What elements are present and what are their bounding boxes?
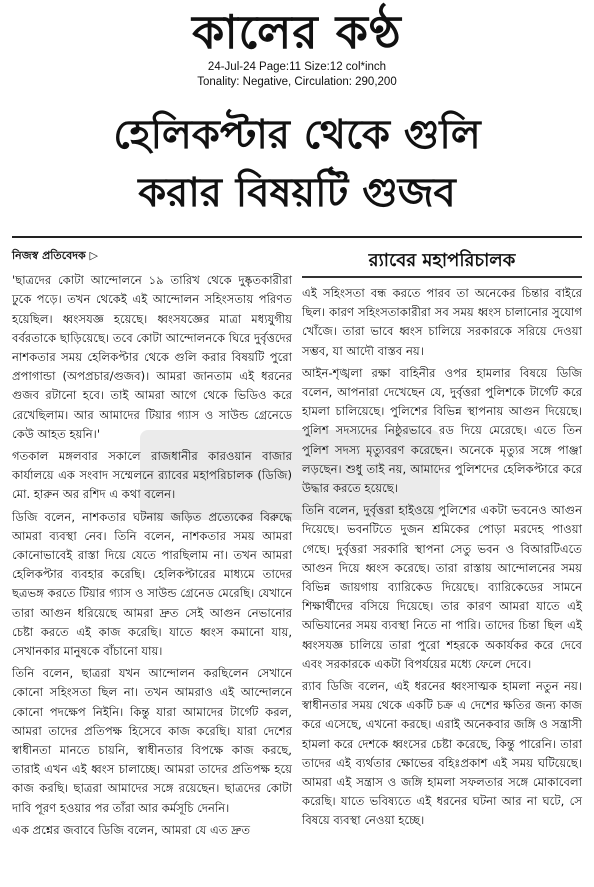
paragraph: র‍্যাব ডিজি বলেন, এই ধরনের ধ্বংসাত্মক হামলা নতুন নয়। স্বাধীনতার সময় থেকে একটি চক্র এ দেশের ক্ষতির জন্য কাজ করে এসেছে, এখনো করছে। এরাই অনেকবার জঙ্গি ও সন্ত্রাসী হামলা করে দেশকে ধ্বংসের চেষ্টা করেছে, কিন্তু পারেনি। তারা তাদের এই ব্যর্থতার ক্ষোভের বহিঃপ্রকাশ এই সময় ঘটিয়েছে। আমরা এই সন্ত্রাস ও জঙ্গি হামলা সফলতার সঙ্গে মোকাবেলা করেছি। যাতে ভবিষ্যতে এই ধরনের ঘটনা আর না ঘটে, সে বিষয়ে ব্যবস্থা নেওয়া হচ্ছে। bbox=[302, 679, 582, 828]
masthead bbox=[12, 0, 582, 60]
article-body bbox=[12, 244, 582, 843]
paragraph: এক প্রশ্নের জবাবে ডিজি বলেন, আমরা যে এত দ্রুত bbox=[12, 822, 251, 837]
left-column bbox=[12, 244, 292, 843]
meta-line-2: Tonality: Negative, Circulation: 290,200 bbox=[197, 76, 397, 88]
paragraph: এই সহিংসতা বন্ধ করতে পারব তা অনেকের চিন্তার বাইরে ছিল। কারণ সহিংসতাকারীরা সব সময় ধ্বংস চালানোর সুযোগ খোঁজে। তারা ভাবে ধ্বংস চালিয়ে সরকারকে সরিয়ে দেওয়া সম্ভব, যা আদৌ বাস্তব নয়। bbox=[302, 286, 582, 358]
paragraph: আইন-শৃঙ্খলা রক্ষা বাহিনীর ওপর হামলার বিষয়ে ডিজি বলেন, আপনারা দেখেছেন যে, দুর্বৃত্তরা পুলিশকে টার্গেট করে হামলা চালিয়েছে। পুলিশের বিভিন্ন স্থাপনায় আগুন দিয়েছে। পুলিশ সদস্যদের নিষ্ঠুরভাবে রড দিয়ে মেরেছে। এতে তিন পুলিশ সদস্য মৃত্যুবরণ করেছেন। অনেকে মৃত্যুর সঙ্গে পাঞ্জা লড়ছেন। শুধু তাই নয়, আমাদের পুলিশদের হেলিকপ্টারে করে উদ্ধার করতে হয়েছে। bbox=[302, 365, 582, 496]
headline-line-2: করার বিষয়টি গুজব bbox=[138, 170, 456, 216]
watermark-logo bbox=[140, 430, 440, 520]
clipping-meta bbox=[12, 60, 582, 90]
headline-divider bbox=[12, 236, 582, 238]
headline bbox=[12, 106, 582, 222]
masthead-title: কালের কণ্ঠ bbox=[192, 5, 402, 59]
headline-line-1: হেলিকপ্টার থেকে গুলি bbox=[113, 112, 481, 158]
byline: নিজস্ব প্রতিবেদক ▷ bbox=[12, 249, 98, 262]
paragraph: 'ছাত্রদের কোটা আন্দোলনে ১৯ তারিখ থেকে দুষ্কৃতকারীরা ঢুকে পড়ে। তখন থেকেই এই আন্দোলন সহিংসতায় পরিণত হয়েছিল। ধ্বংসযজ্ঞ হয়েছে। ধ্বংসযজ্ঞের মাত্রা মধ্যযুগীয় বর্বরতাকে ছাড়িয়েছে। তবে কোটা আন্দোলনকে ঘিরে দুর্বৃত্তদের নাশকতার সময় হেলিকপ্টার থেকে গুলি করার বিষয়টি পুরো প্রপাগান্ডা (অপপ্রচার/গুজব)। আমরা জানতাম এই ধরনের গুজব রটানো হবে। তাই আমরা আগে থেকে ভিডিও করে রেখেছিলাম। আর আমাদের টিয়ার গ্যাস ও সাউন্ড গ্রেনেডে কেউ আহত হয়নি।' bbox=[12, 273, 292, 441]
paragraph: ডিজি বলেন, নাশকতার ঘটনায় জড়িত প্রত্যেকের বিরুদ্ধে আমরা ব্যবস্থা নেব। তিনি বলেন, নাশকতার সময় আমরা কোনোভাবেই রাস্তা দিয়ে যেতে পারছিলাম না। তখন আমরা হেলিকপ্টার ব্যবহার করেছি। হেলিকপ্টারের মাধ্যমে তাদের ছত্রভঙ্গ করতে টিয়ার গ্যাস ও সাউন্ড গ্রেনেড মেরেছি। যেখানে তারা আগুন ধরিয়েছে আমরা দ্রুত সেই আগুন নেভানোর চেষ্টা করতে এই কাজ করেছি। যাতে ধ্বংস কমানো যায়, সেখানকার মানুষকে বাঁচানো যায়। bbox=[12, 509, 292, 659]
paragraph: তিনি বলেন, দুর্বৃত্তরা হাইওয়ে পুলিশের একটা ভবনেও আগুন দিয়েছে। ভবনটিতে দুজন শ্রমিকের পোড়া মরদেহ পাওয়া গেছে। দুর্বৃত্তরা সরকারি স্থাপনা সেতু ভবন ও বিআরটিএতে আগুন দিয়ে ধ্বংস করেছে। তারা রাস্তায় আন্দোলনের সময় বিভিন্ন জায়গায় ব্যারিকেড দিয়েছে। ব্যারিকেডের সামনে শিক্ষার্থীদের বসিয়ে দিয়েছে। তার কারণ আমরা যাতে এই অভিযানের সময় ব্যবস্থা নিতে না পারি। তাদের চিন্তা ছিল এই ধ্বংসযজ্ঞ চালিয়ে তারা পুরো শহরকে অকার্যকর করে দেবে এবং সরকারকে একটা বিপর্যয়ের মধ্যে ফেলে দেবে। bbox=[302, 503, 582, 671]
meta-line-1: 24-Jul-24 Page:11 Size:12 col*inch bbox=[207, 61, 387, 73]
paragraph: গতকাল মঙ্গলবার সকালে রাজধানীর কারওয়ান বাজার কার্যালয়ে এক সংবাদ সম্মেলনে র‍্যাবের মহাপরিচালক (ডিজি) মো. হারুন অর রশিদ এ কথা বলেন। bbox=[12, 449, 292, 502]
right-column bbox=[302, 244, 582, 843]
paragraph: তিনি বলেন, ছাত্ররা যখন আন্দোলন করছিলেন সেখানে কোনো সহিংসতা ছিল না। তখন আমরাও এই আন্দোলনে কোনো পদক্ষেপ নিইনি। কিন্তু যারা আমাদের টার্গেট করল, আমরা তাদের প্রতিপক্ষ হিসেবে কাজ করেছি। যারা দেশের স্বাধীনতা মানতে চায়নি, স্বাধীনতার বিপক্ষে কাজ করছে, তারাই এখন এই ধ্বংস চালাচ্ছে। আমরা তাদের প্রতিপক্ষ হয়ে কাজ করছি। ছাত্ররা আমাদের সঙ্গে রয়েছেন। ছাত্রদের কোটা দাবি পূরণ হওয়ার পর তাঁরা আর কর্মসূচি দেননি। bbox=[12, 666, 292, 815]
subheading: র‍্যাবের মহাপরিচালক bbox=[302, 246, 582, 278]
